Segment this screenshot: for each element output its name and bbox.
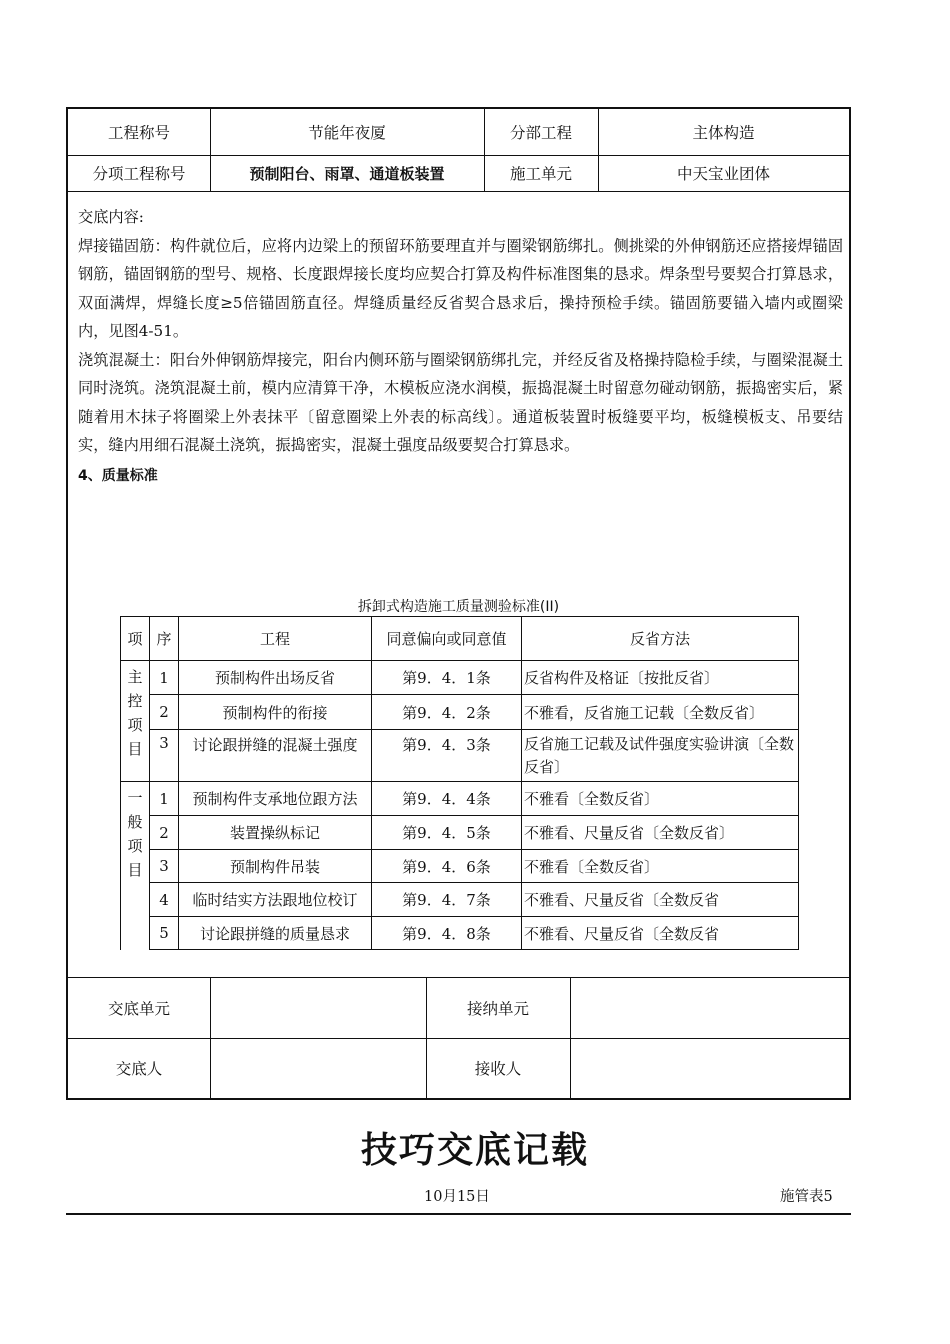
row-method: 不雅看、尺量反省〔全数反省 <box>522 917 799 950</box>
row-number: 4 <box>150 883 179 917</box>
row-item: 讨论跟拼缝的质量恳求 <box>179 917 372 950</box>
table-row <box>121 661 799 695</box>
row-method: 不雅看、尺量反省〔全数反省〕 <box>522 816 799 850</box>
disclosure-content <box>78 203 843 490</box>
subitem-label: 分项工程称号 <box>92 165 186 183</box>
section-heading: 4、质量标准 <box>78 467 158 484</box>
content-intro: 交底内容: <box>78 208 144 226</box>
discloser-field[interactable] <box>210 1038 426 1098</box>
row-number: 1 <box>150 661 179 695</box>
row-item: 预制构件吊装 <box>179 850 372 883</box>
header-cell: 同意偏向或同意值 <box>372 617 522 661</box>
row-number: 3 <box>150 850 179 883</box>
row-item: 装置操纵标记 <box>179 816 372 850</box>
receiving-unit-label: 接纳单元 <box>466 999 529 1018</box>
receiver-label: 接收人 <box>474 1060 522 1078</box>
group-main-control: 主 控 项 目 <box>121 661 150 782</box>
row-item: 预制构件出场反省 <box>179 661 372 695</box>
table-row <box>121 883 799 917</box>
table-row <box>121 850 799 883</box>
row-item: 预制构件支承地位跟方法 <box>179 782 372 816</box>
receiver-field[interactable] <box>570 1038 849 1098</box>
row-item: 预制构件的衔接 <box>179 695 372 730</box>
table-header-row <box>121 617 799 661</box>
row-item: 讨论跟拼缝的混凝土强度 <box>179 730 372 782</box>
row-number: 3 <box>150 730 179 782</box>
discloser-label: 交底人 <box>115 1060 163 1078</box>
table-row <box>121 782 799 816</box>
disclosing-unit-label: 交底单元 <box>107 999 170 1018</box>
table-row <box>121 816 799 850</box>
row-method: 不雅看，反省施工记载〔全数反省〕 <box>522 695 799 730</box>
project-name-value: 节能年夜厦 <box>308 124 386 142</box>
row-method: 不雅看、尺量反省〔全数反省 <box>522 883 799 917</box>
subitem-value: 预制阳台、雨罩、通道板装置 <box>249 164 445 183</box>
row-value: 第9．4．5条 <box>372 816 522 850</box>
form-number: 施管表5 <box>780 1189 833 1205</box>
row-value: 第9．4．7条 <box>372 883 522 917</box>
disclosing-unit-field[interactable] <box>210 977 426 1038</box>
row-method: 不雅看〔全数反省〕 <box>522 850 799 883</box>
table-row <box>121 917 799 950</box>
quality-table <box>120 616 799 950</box>
row-method: 反省构件及格证〔按批反省〕 <box>522 661 799 695</box>
header-cell: 项 <box>121 617 150 661</box>
project-name-label: 工程称号 <box>107 124 170 142</box>
footer-rule <box>66 1213 851 1215</box>
row-value: 第9．4．8条 <box>372 917 522 950</box>
row-item: 临时结实方法跟地位校订 <box>179 883 372 917</box>
row-value: 第9．4．6条 <box>372 850 522 883</box>
row-number: 1 <box>150 782 179 816</box>
header-cell: 反省方法 <box>522 617 799 661</box>
construction-unit-value: 中天宝业团体 <box>676 165 770 183</box>
record-date: 10月15日 <box>424 1189 490 1205</box>
row-number: 2 <box>150 695 179 730</box>
header-cell: 序 <box>150 617 179 661</box>
row-number: 5 <box>150 917 179 950</box>
document-title: 技巧交底记载 <box>360 1130 589 1171</box>
header-cell: 工程 <box>179 617 372 661</box>
row-value: 第9．4．2条 <box>372 695 522 730</box>
table-row <box>121 695 799 730</box>
row-method: 不雅看〔全数反省〕 <box>522 782 799 816</box>
division-label: 分部工程 <box>509 124 572 142</box>
row-number: 2 <box>150 816 179 850</box>
record-form <box>66 107 851 1100</box>
row-value: 第9．4．4条 <box>372 782 522 816</box>
row-method: 反省施工记载及试件强度实验讲演〔全数反省〕 <box>522 730 799 782</box>
row-value: 第9．4．3条 <box>372 730 522 782</box>
divider <box>68 191 849 192</box>
content-paragraph-welding: 焊接锚固筋：构件就位后，应将内边梁上的预留环筋要理直并与圈梁钢筋绑扎。侧挑梁的外伸钢筋还应搭接焊锚固钢筋，锚固钢筋的型号、规格、长度跟焊接长度均应契合打算及构件标准图集的恳求。焊条型号要契合打算恳求，双面满焊，焊缝长度≥5倍锚固筋直径。焊缝质量经反省契合恳求后，操持预检手续。锚固筋要锚入墙内或圈梁内，见图4-51。 <box>78 236 843 340</box>
content-paragraph-concrete: 浇筑混凝土：阳台外伸钢筋焊接完，阳台内侧环筋与圈梁钢筋绑扎完，并经反省及格操持隐检手续，与圈梁混凝土同时浇筑。浇筑混凝土前，模内应清算干净，木模板应浇水润模，振捣混凝土时留意勿碰动钢筋，振捣密实后，紧随着用木抹子将圈梁上外表抹平〔留意圈梁上外表的标高线〕。通道板装置时板缝要平均，板缝模板支、吊要结实，缝内用细石混凝土浇筑，振捣密实，混凝土强度品级要契合打算恳求。 <box>78 350 843 454</box>
division-value: 主体构造 <box>692 124 755 142</box>
receiving-unit-field[interactable] <box>570 977 849 1038</box>
quality-table-caption: 拆卸式构造施工质量测验标准(II) <box>357 599 560 615</box>
construction-unit-label: 施工单元 <box>509 165 572 183</box>
table-row <box>121 730 799 782</box>
group-general: 一 般 项 目 <box>121 782 150 950</box>
row-value: 第9．4．1条 <box>372 661 522 695</box>
